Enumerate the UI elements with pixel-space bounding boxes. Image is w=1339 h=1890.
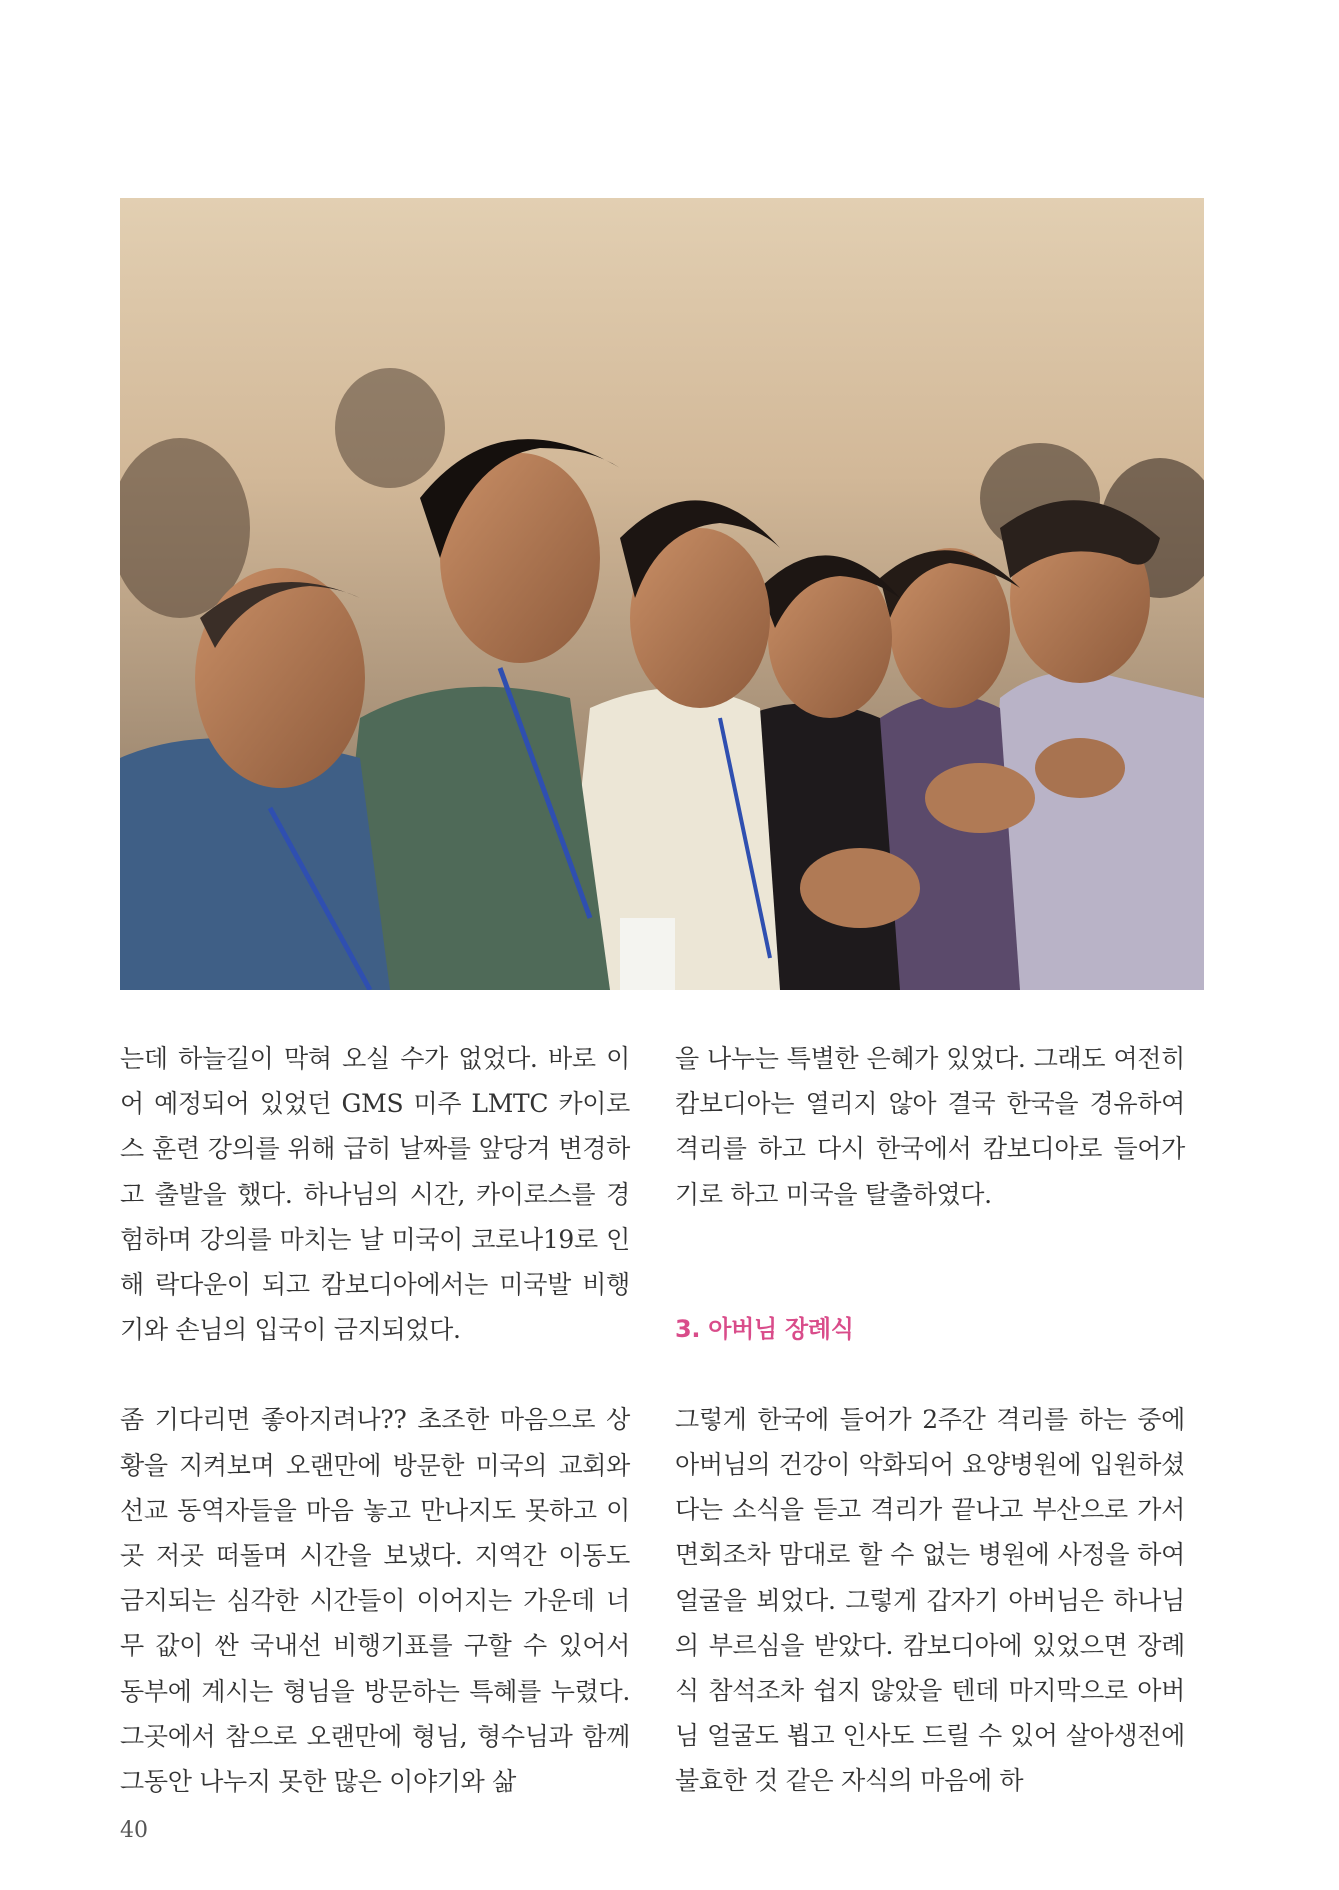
page-number: 40 — [120, 1818, 148, 1843]
right-paragraph-1: 을 나누는 특별한 은혜가 있었다. 그래도 여전히 캄보디아는 열리지 않아 결국 한국을 경유하여 격리를 하고 다시 한국에서 캄보디아로 들어가기로 하고 미국을 탈출하였다. — [675, 1044, 1185, 1209]
paragraph-spacer — [675, 1352, 1185, 1397]
left-paragraph-1: 는데 하늘길이 막혀 오실 수가 없었다. 바로 이어 예정되어 있었던 GMS 미주 LMTC 카이로스 훈련 강의를 위해 급히 날짜를 앞당겨 변경하고 출발을 했다. 하나님의 시간, 카이로스를 경험하며 강의를 마치는 날 미국이 코로나19로 인해 락다운이 되고 캄보디아에서는 미국발 비행기와 손님의 입국이 금지되었다. — [120, 1044, 630, 1345]
right-column — [675, 1036, 1185, 1804]
paragraph-spacer — [675, 1217, 1185, 1307]
photo-illustration — [120, 198, 1204, 990]
paragraph-spacer — [120, 1352, 630, 1397]
section-heading: 3. 아버님 장례식 — [675, 1314, 854, 1343]
right-paragraph-2: 그렇게 한국에 들어가 2주간 격리를 하는 중에 아버님의 건강이 악화되어 요양병원에 입원하셨다는 소식을 듣고 격리가 끝나고 부산으로 가서 면회조차 맘대로 할 수 없는 병원에 사정을 하여 얼굴을 뵈었다. 그렇게 갑자기 아버님은 하나님의 부르심을 받았다. 캄보디아에 있었으면 장례식 참석조차 쉽지 않았을 텐데 마지막으로 아버님 얼굴도 뵙고 인사도 드릴 수 있어 살아생전에 불효한 것 같은 자식의 마음에 하 — [675, 1404, 1185, 1796]
left-column — [120, 1036, 630, 1804]
photo-praying-people — [120, 198, 1204, 990]
left-paragraph-2: 좀 기다리면 좋아지려나?? 초조한 마음으로 상황을 지켜보며 오랜만에 방문한 미국의 교회와 선교 동역자들을 마음 놓고 만나지도 못하고 이곳 저곳 떠돌며 시간을 보냈다. 지역간 이동도 금지되는 심각한 시간들이 이어지는 가운데 너무 값이 싼 국내선 비행기표를 구할 수 있어서 동부에 계시는 형님을 방문하는 특혜를 누렸다. 그곳에서 참으로 오랜만에 형님, 형수님과 함께 그동안 나누지 못한 많은 이야기와 삶 — [120, 1405, 630, 1797]
